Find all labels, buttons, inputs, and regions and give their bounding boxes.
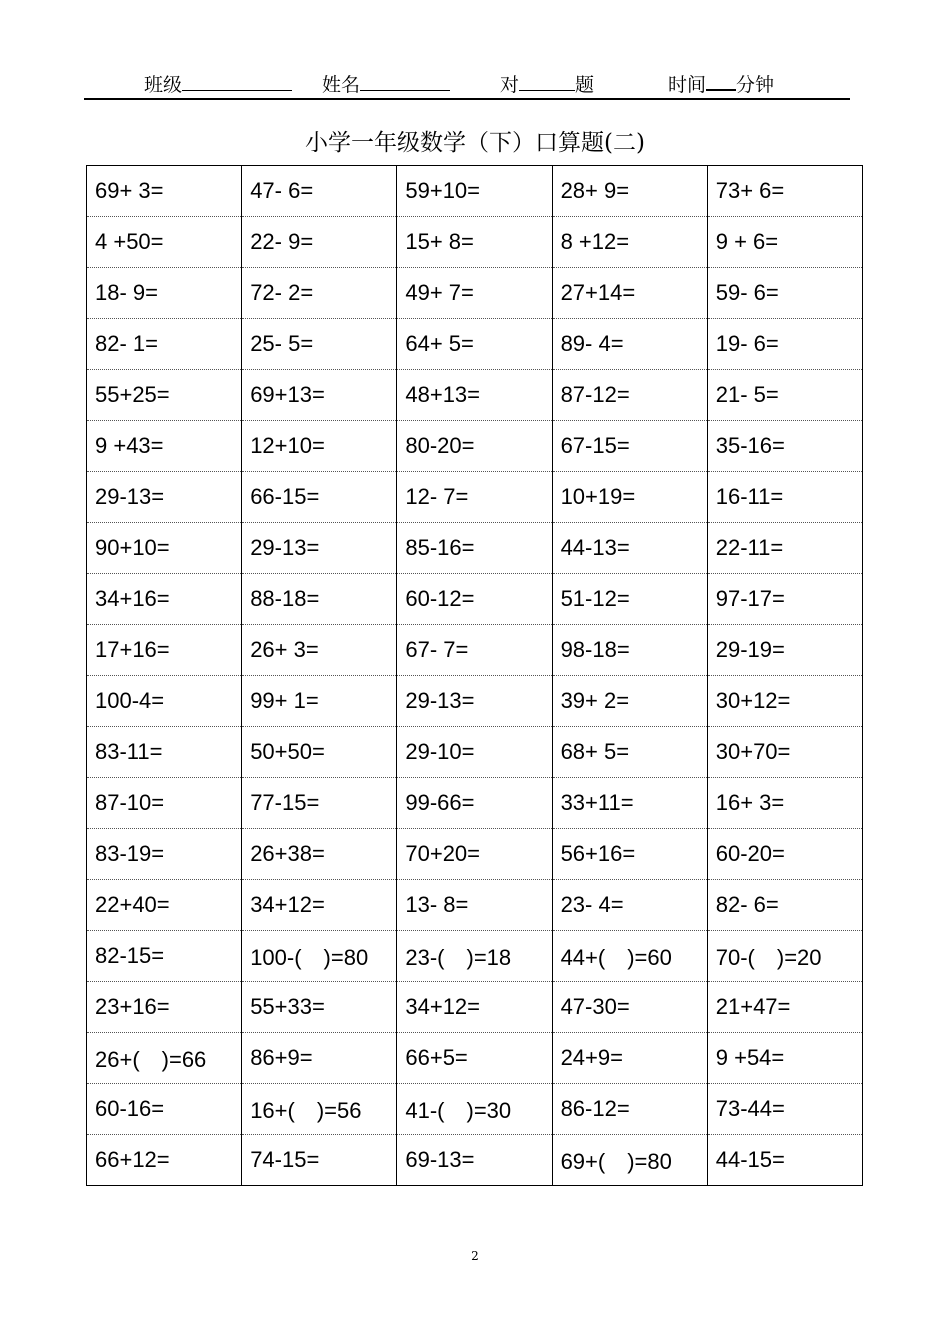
problem-cell[interactable]: 51-12= [552,574,707,625]
problem-cell[interactable]: 9 +43= [87,421,242,472]
table-row [87,931,863,982]
problem-cell[interactable]: 50+50= [242,727,397,778]
problem-cell[interactable]: 67- 7= [397,625,552,676]
correct-blank[interactable] [519,72,575,91]
problem-cell[interactable]: 15+ 8= [397,217,552,268]
page-number: 2 [471,1249,479,1263]
problem-cell[interactable]: 100-( )=80 [242,931,397,982]
table-row [87,217,863,268]
problem-cell[interactable]: 60-12= [397,574,552,625]
problem-cell[interactable]: 56+16= [552,829,707,880]
problem-cell[interactable]: 47-30= [552,982,707,1033]
problem-cell[interactable]: 69+13= [242,370,397,421]
problem-cell[interactable]: 87-12= [552,370,707,421]
problem-cell[interactable]: 34+12= [242,880,397,931]
problem-cell[interactable]: 23- 4= [552,880,707,931]
table-row [87,829,863,880]
problem-cell[interactable]: 24+9= [552,1033,707,1084]
problem-cell[interactable]: 4 +50= [87,217,242,268]
problem-cell[interactable]: 34+12= [397,982,552,1033]
class-label: 班级 [144,74,183,96]
problem-cell[interactable]: 35-16= [707,421,862,472]
table-row [87,982,863,1033]
correct-field[interactable] [500,70,594,97]
problem-cell[interactable]: 28+ 9= [552,166,707,217]
time-blank[interactable] [706,71,736,91]
problem-cell[interactable]: 16+ 3= [707,778,862,829]
problem-cell[interactable]: 83-19= [87,829,242,880]
problem-grid [86,165,863,1186]
problem-cell[interactable]: 27+14= [552,268,707,319]
name-blank[interactable] [360,72,450,91]
table-row [87,727,863,778]
problem-cell[interactable]: 70+20= [397,829,552,880]
problem-cell[interactable]: 29-13= [242,523,397,574]
problem-cell[interactable]: 99+ 1= [242,676,397,727]
problem-cell[interactable]: 85-16= [397,523,552,574]
table-row [87,880,863,931]
name-field[interactable] [322,70,450,97]
problem-cell[interactable]: 69+ 3= [87,166,242,217]
table-row [87,574,863,625]
problem-cell[interactable]: 73+ 6= [707,166,862,217]
problem-cell[interactable]: 69+( )=80 [552,1135,707,1186]
problem-cell[interactable]: 21- 5= [707,370,862,421]
worksheet-title: 小学一年级数学（下）口算题(二) [305,130,645,156]
problem-cell[interactable]: 23+16= [87,982,242,1033]
problem-cell[interactable]: 87-10= [87,778,242,829]
problem-cell[interactable]: 26+38= [242,829,397,880]
problem-cell[interactable]: 59- 6= [707,268,862,319]
problem-cell[interactable]: 26+( )=66 [87,1033,242,1084]
problem-cell[interactable]: 74-15= [242,1135,397,1186]
table-row [87,523,863,574]
problem-cell[interactable]: 66+5= [397,1033,552,1084]
problem-cell[interactable]: 100-4= [87,676,242,727]
table-row [87,268,863,319]
problem-cell[interactable]: 13- 8= [397,880,552,931]
problem-cell[interactable]: 30+12= [707,676,862,727]
problem-cell[interactable]: 47- 6= [242,166,397,217]
problem-cell[interactable]: 22+40= [87,880,242,931]
problem-cell[interactable]: 39+ 2= [552,676,707,727]
problem-cell[interactable]: 82- 6= [707,880,862,931]
class-blank[interactable] [182,72,292,91]
problem-cell[interactable]: 12- 7= [397,472,552,523]
problem-cell[interactable]: 67-15= [552,421,707,472]
problem-cell[interactable]: 55+25= [87,370,242,421]
problem-cell[interactable]: 68+ 5= [552,727,707,778]
problem-cell[interactable]: 17+16= [87,625,242,676]
problem-cell[interactable]: 19- 6= [707,319,862,370]
problem-cell[interactable]: 73-44= [707,1084,862,1135]
problem-cell[interactable]: 44-15= [707,1135,862,1186]
problem-cell[interactable]: 98-18= [552,625,707,676]
time-suffix: 分钟 [736,74,775,96]
problem-cell[interactable]: 41-( )=30 [397,1084,552,1135]
problem-cell[interactable]: 25- 5= [242,319,397,370]
problem-cell[interactable]: 90+10= [87,523,242,574]
table-row [87,1084,863,1135]
time-field[interactable] [668,70,774,97]
problem-cell[interactable]: 10+19= [552,472,707,523]
table-row [87,472,863,523]
correct-suffix: 题 [575,74,595,96]
problem-cell[interactable]: 86+9= [242,1033,397,1084]
table-row [87,1033,863,1084]
problem-cell[interactable]: 22- 9= [242,217,397,268]
problem-cell[interactable]: 80-20= [397,421,552,472]
problem-cell[interactable]: 23-( )=18 [397,931,552,982]
problem-cell[interactable]: 22-11= [707,523,862,574]
table-row [87,319,863,370]
problem-cell[interactable]: 86-12= [552,1084,707,1135]
problem-cell[interactable]: 66-15= [242,472,397,523]
problem-cell[interactable]: 60-16= [87,1084,242,1135]
table-row [87,625,863,676]
problem-cell[interactable]: 18- 9= [87,268,242,319]
table-row [87,421,863,472]
problem-cell[interactable]: 44-13= [552,523,707,574]
problem-cell[interactable]: 69-13= [397,1135,552,1186]
problem-cell[interactable]: 49+ 7= [397,268,552,319]
table-row [87,676,863,727]
problem-cell[interactable]: 97-17= [707,574,862,625]
problem-cell[interactable]: 66+12= [87,1135,242,1186]
problem-cell[interactable]: 70-( )=20 [707,931,862,982]
problem-cell[interactable]: 44+( )=60 [552,931,707,982]
problem-cell[interactable]: 16+( )=56 [242,1084,397,1135]
problem-cell[interactable]: 29-13= [87,472,242,523]
problem-cell[interactable]: 60-20= [707,829,862,880]
problem-cell[interactable]: 12+10= [242,421,397,472]
problem-cell[interactable]: 83-11= [87,727,242,778]
name-label: 姓名 [322,74,361,96]
problem-cell[interactable]: 33+11= [552,778,707,829]
table-row [87,370,863,421]
problem-cell[interactable]: 26+ 3= [242,625,397,676]
table-row [87,1135,863,1186]
worksheet-header [84,64,850,100]
problem-cell[interactable]: 29-13= [397,676,552,727]
table-row [87,778,863,829]
problem-cell[interactable]: 21+47= [707,982,862,1033]
problem-cell[interactable]: 99-66= [397,778,552,829]
problem-cell[interactable]: 29-10= [397,727,552,778]
problem-cell[interactable]: 77-15= [242,778,397,829]
problem-cell[interactable]: 8 +12= [552,217,707,268]
problem-cell[interactable]: 64+ 5= [397,319,552,370]
problem-cell[interactable]: 89- 4= [552,319,707,370]
problem-cell[interactable]: 16-11= [707,472,862,523]
problem-cell[interactable]: 55+33= [242,982,397,1033]
time-label: 时间 [668,74,707,96]
class-field[interactable] [144,70,292,97]
correct-label: 对 [500,74,520,96]
problem-cell[interactable]: 30+70= [707,727,862,778]
problem-cell[interactable]: 88-18= [242,574,397,625]
problem-cell[interactable]: 9 + 6= [707,217,862,268]
problem-cell[interactable]: 34+16= [87,574,242,625]
problem-cell[interactable]: 72- 2= [242,268,397,319]
table-row [87,166,863,217]
problem-cell[interactable]: 59+10= [397,166,552,217]
problem-cell[interactable]: 82-15= [87,931,242,982]
problem-cell[interactable]: 82- 1= [87,319,242,370]
problem-cell[interactable]: 9 +54= [707,1033,862,1084]
problem-cell[interactable]: 29-19= [707,625,862,676]
problem-cell[interactable]: 48+13= [397,370,552,421]
